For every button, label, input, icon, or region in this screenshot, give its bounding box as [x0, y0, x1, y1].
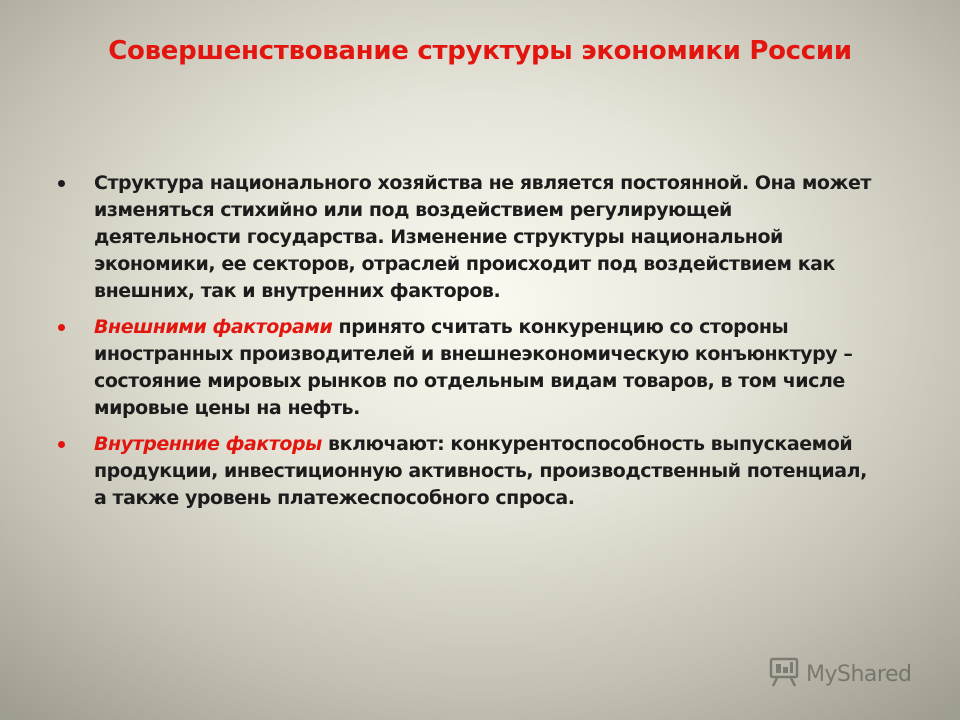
- slide-title: Совершенствование структуры экономики России: [108, 36, 852, 66]
- bullet-emphasis: Внешними факторами: [94, 316, 333, 338]
- bullet-list: [58, 170, 878, 521]
- bullet-dot-icon: [58, 441, 65, 448]
- bullet-item: [58, 431, 878, 512]
- watermark-text: MyShared: [806, 661, 912, 687]
- watermark: [768, 656, 911, 692]
- bullet-text: Структура национального хозяйства не является постоянной. Она может изменяться стихийно или под воздействием регулирующей деятельности государства. Изменение структуры национальной экономики, ее секторов, отраслей происходит под воздействием как внешних, так и внутренних факторов.: [94, 172, 871, 302]
- bullet-text: включают: конкурентоспособность выпускаемой продукции, инвестиционную активность, производственный потенциал, а также уровень платежеспособного спроса.: [94, 433, 867, 509]
- bullet-emphasis: Внутренние факторы: [94, 433, 322, 455]
- bullet-item: [58, 314, 878, 422]
- bullet-dot-icon: [58, 324, 65, 331]
- bullet-dot-icon: [58, 180, 65, 187]
- bullet-text: принято считать конкуренцию со стороны иностранных производителей и внешнеэкономическую конъюнктуру – состояние мировых рынков по отдельным видам товаров, в том числе мировые цены на нефть.: [94, 316, 853, 419]
- bullet-item: [58, 170, 878, 305]
- presentation-board-icon: [768, 657, 802, 691]
